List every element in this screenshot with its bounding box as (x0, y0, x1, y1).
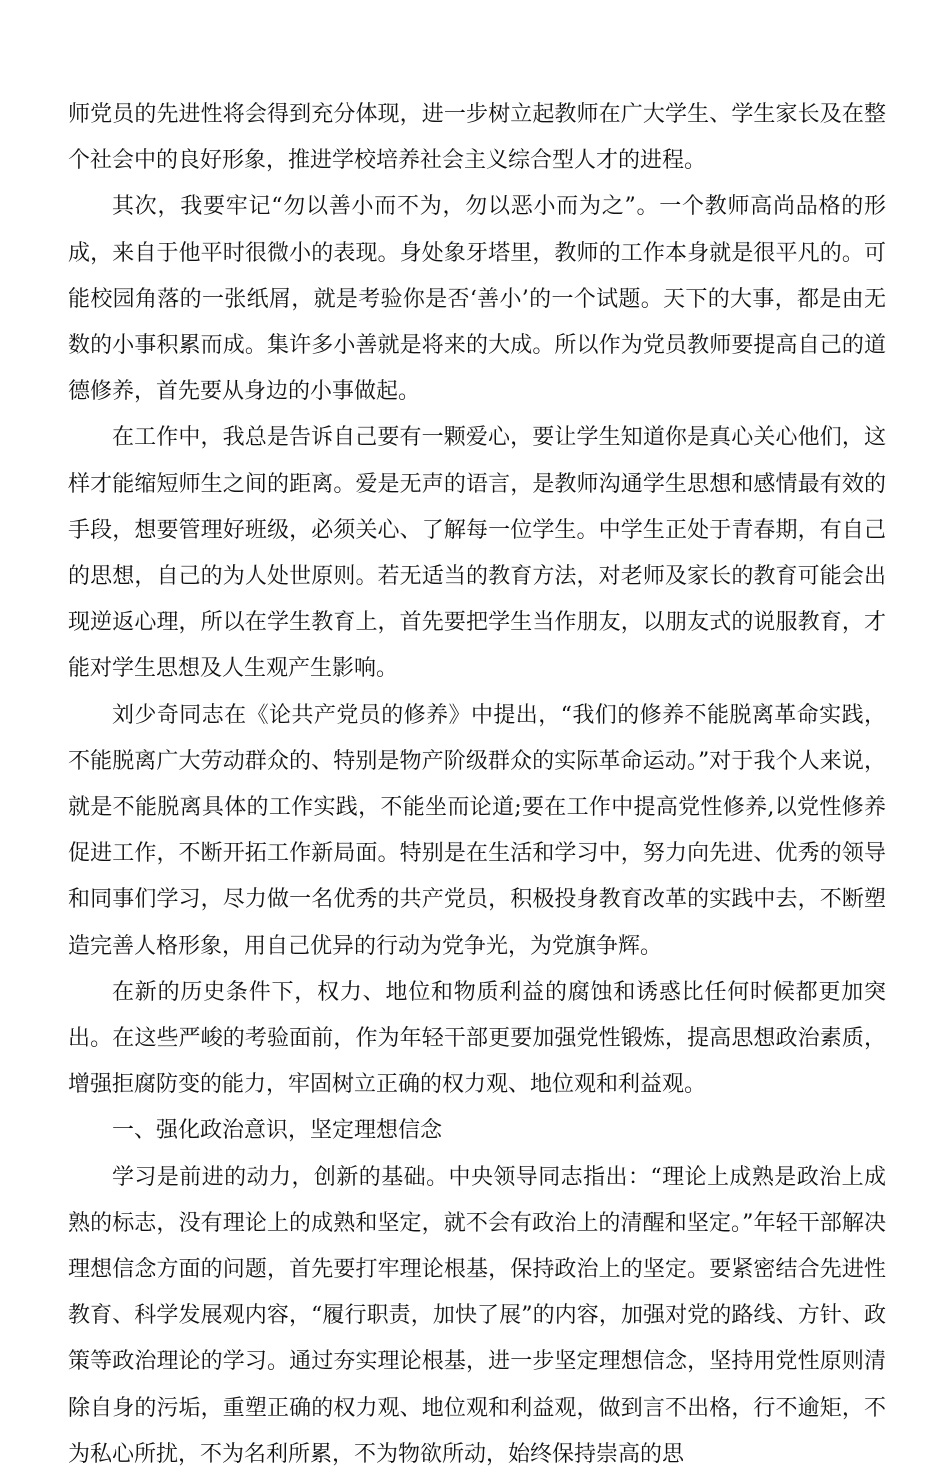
paragraph-2: 其次，我要牢记“勿以善小而不为，勿以恶小而为之”。一个教师高尚品格的形成，来自于他平时很微小的表现。身处象牙塔里，教师的工作本身就是很平凡的。可能校园角落的一张纸屑，就是考验你是否‘善小’的一个试题。天下的大事，都是由无数的小事积累而成。集许多小善就是将来的大成。所以作为党员教师要提高自己的道德修养，首先要从身边的小事做起。 (68, 194, 886, 405)
section-heading: 一、强化政治意识，坚定理想信念 (112, 1118, 443, 1144)
paragraph-4: 刘少奇同志在《论共产党员的修养》中提出，“我们的修养不能脱离革命实践，不能脱离广大劳动群众的、特别是物产阶级群众的实际革命运动。”对于我个人来说，就是不能脱离具体的工作实践，不能坐而论道;要在工作中提高党性修养,以党性修养促进工作，不断开拓工作新局面。特别是在生活和学习中，努力向先进、优秀的领导和同事们学习，尽力做一名优秀的共产党员，积极投身教育改革的实践中去，不断塑造完善人格形象，用自己优异的行动为党争光，为党旗争辉。 (68, 702, 886, 959)
document-page (68, 92, 886, 1478)
paragraph-6: 学习是前进的动力，创新的基础。中央领导同志指出：“理论上成熟是政治上成熟的标志，没有理论上的成熟和坚定，就不会有政治上的清醒和坚定。”年轻干部解决理想信念方面的问题，首先要打牢理论根基，保持政治上的坚定。要紧密结合先进性教育、科学发展观内容，“履行职责，加快了展”的内容，加强对党的路线、方针、政策等政治理论的学习。通过夯实理论根基，进一步坚定理想信念，坚持用党性原则清除自身的污垢，重塑正确的权力观、地位观和利益观，做到言不出格，行不逾矩，不为私心所扰，不为名利所累，不为物欲所动，始终保持崇高的思 (68, 1164, 886, 1467)
paragraph-1: 师党员的先进性将会得到充分体现，进一步树立起教师在广大学生、学生家长及在整个社会中的良好形象，推进学校培养社会主义综合型人才的进程。 (68, 102, 886, 174)
paragraph-5: 在新的历史条件下，权力、地位和物质利益的腐蚀和诱惑比任何时候都更加突出。在这些严峻的考验面前，作为年轻干部更要加强党性锻炼，提高思想政治素质，增强拒腐防变的能力，牢固树立正确的权力观、地位观和利益观。 (68, 979, 886, 1098)
paragraph-3: 在工作中，我总是告诉自己要有一颗爱心，要让学生知道你是真心关心他们，这样才能缩短师生之间的距离。爱是无声的语言，是教师沟通学生思想和感情最有效的手段，想要管理好班级，必须关心、了解每一位学生。中学生正处于青春期，有自己的思想，自己的为人处世原则。若无适当的教育方法，对老师及家长的教育可能会出现逆返心理，所以在学生教育上，首先要把学生当作朋友，以朋友式的说服教育，才能对学生思想及人生观产生影响。 (68, 425, 886, 682)
